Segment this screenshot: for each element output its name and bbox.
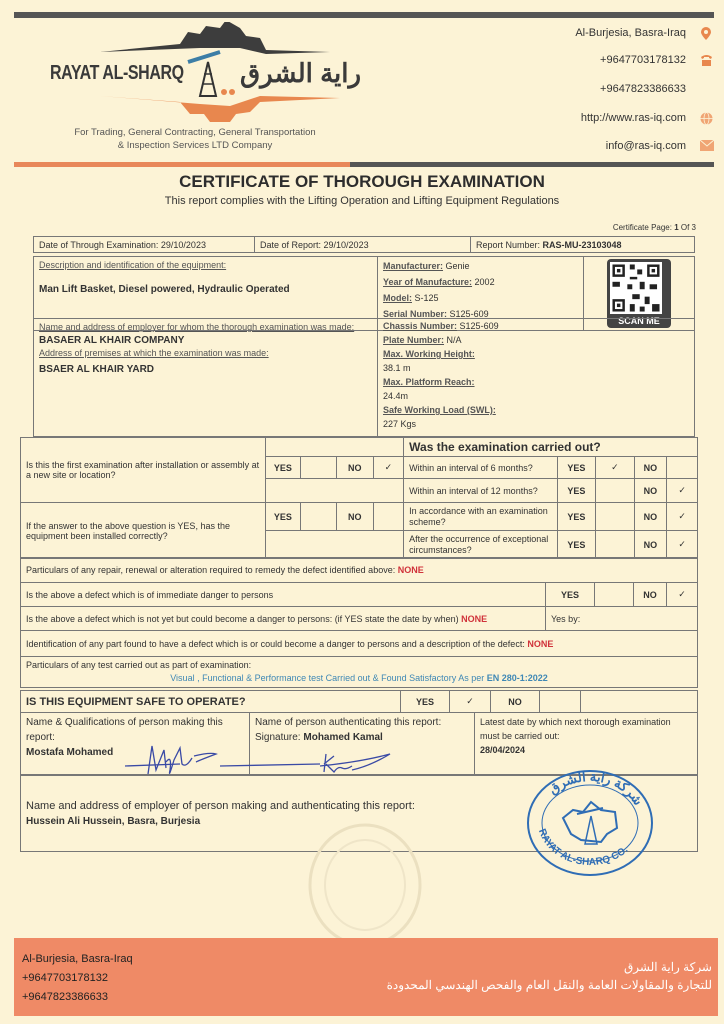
interval-12-label: Within an interval of 12 months? [404,479,557,503]
chassis-label: Chassis Number: [383,321,458,331]
scheme-no-box[interactable]: ✓ [667,503,698,531]
examination-questions-table [20,437,698,559]
certificate-subtitle: This report complies with the Lifting Operation and Lifting Equipment Regulations [164,195,560,207]
interval-6-label: Within an interval of 6 months? [404,457,557,479]
contact-phone2 [600,83,686,95]
exceptional-yes-box[interactable] [596,531,634,559]
height-value: 38.1 m [383,363,411,373]
first-exam-no: NO [336,457,373,479]
company-name-ar: راية الشرق [240,58,362,88]
part-defect-label: Identification of any part found to have a defect which is or could become a danger to persons and a description of the defect: [26,638,528,649]
header-divider-dark [350,162,714,167]
repair-value: NONE [397,565,424,575]
exam-date: Date of Through Examination: 29/10/2023 [34,237,255,253]
model-value: S-125 [414,293,439,303]
part-defect-value: NONE [527,638,554,649]
footer-ar-line2: للتجارة والمقاولات العامة والنقل العام والفحص الهندسي المحدودة [386,978,712,992]
scheme-yes-box[interactable] [596,503,634,531]
globe-icon [700,112,712,124]
interval-12-yes: YES [557,479,596,503]
reach-value: 24.4m [383,391,409,401]
contact-email-text[interactable]: info@ras-iq.com [605,140,686,152]
employer-label: Name and address of employer for whom the thorough examination was made: [39,322,355,332]
carried-out-title: Was the examination carried out? [404,438,698,457]
company-tagline [40,126,350,152]
tests-standard: EN 280-1:2022 [486,673,548,683]
reach-label: Max. Platform Reach: [383,377,475,387]
next-exam-cell [475,713,698,775]
tagline-line1: For Trading, General Contracting, General Transportation [74,127,316,138]
next-exam-label: Latest date by which next thorough examination must be carried out: [480,717,671,741]
equipment-desc-value: Man Lift Basket, Diesel powered, Hydraulic Operated [39,284,290,295]
top-divider-bar [14,12,714,18]
tests-value [26,672,692,685]
first-exam-yes: YES [265,457,300,479]
immediate-no-box[interactable]: ✓ [667,583,698,607]
footer-phone1: +9647703178132 [22,972,108,984]
interval-6-no: NO [634,457,667,479]
logo-gear-bottom [100,96,340,122]
footer-arabic [387,958,712,994]
model-label: Model: [383,293,412,303]
tests-label: Particulars of any test carried out as part of examination: [26,660,252,670]
maker-signature [125,746,216,774]
could-become-row [21,607,546,631]
installed-no-box[interactable] [373,503,404,531]
swl-label: Safe Working Load (SWL): [383,405,496,415]
scheme-yes: YES [557,503,596,531]
report-number-value: RAS-MU-23103048 [542,239,622,250]
premises-value: BSAER AL KHAIR YARD [39,364,155,375]
qr-icon [610,262,662,314]
manufacturer-label: Manufacturer: [383,261,444,271]
auth-signature-label: Signature: [255,732,304,743]
embossed-seal [305,820,425,950]
interval-6-no-box[interactable] [667,457,698,479]
contact-address-text: Al-Burjesia, Basra-Iraq [575,27,686,39]
safe-no: NO [491,691,540,713]
safe-yes: YES [401,691,450,713]
dates-table [33,236,695,253]
interval-6-yes: YES [557,457,596,479]
exceptional-no: NO [634,531,667,559]
contact-address [575,27,686,39]
contact-phone2-text: +9647823386633 [600,83,686,95]
height-label: Max. Working Height: [383,349,475,359]
swl-value: 227 Kgs [383,419,417,429]
exceptional-label: After the occurrence of exceptional circumstances? [404,531,557,559]
equipment-desc-label: Description and identification of the equipment: [39,260,227,270]
report-date: Date of Report: 29/10/2023 [255,237,471,253]
interval-12-yes-box[interactable] [596,479,634,503]
installed-yes-box[interactable] [300,503,336,531]
repair-label: Particulars of any repair, renewal or alteration required to remedy the defect identified above: [26,565,398,575]
footer-ar-line1: شركة راية الشرق [623,960,712,974]
exceptional-no-box[interactable]: ✓ [667,531,698,559]
inspector-employer-label: Name and address of employer of person making and authenticating this report: [26,799,415,812]
stamp-text-en: RAYAT AL-SHARQ CO. [535,827,631,869]
auth-label: Name of person authenticating this report: [255,717,442,728]
safe-no-box[interactable] [540,691,581,713]
footer-phone2: +9647823386633 [22,991,108,1003]
maker-name: Mostafa Mohamed [26,747,114,758]
part-defect-row [21,631,698,657]
immediate-no: NO [634,583,667,607]
contact-phone1-text: +9647703178132 [600,54,686,66]
inspector-employer-value: Hussein Ali Hussein, Basra, Burjesia [26,815,201,827]
first-exam-yes-box[interactable] [300,457,336,479]
employer-value: BASAER AL KHAIR COMPANY [39,335,185,346]
first-exam-question: Is this the first examination after installation or assembly at a new site or location? [21,438,266,503]
exceptional-yes: YES [557,531,596,559]
company-stamp [525,768,655,878]
yes-by-field[interactable]: Yes by: [546,607,698,631]
interval-12-no: NO [634,479,667,503]
chassis-value: S125-609 [459,321,499,331]
header-divider-orange [14,162,350,167]
qr-caption: SCAN ME [618,316,660,326]
could-become-value: NONE [461,613,488,624]
stamp-text-ar: شركة راية الشرق [545,768,647,808]
employer-table [33,318,695,437]
immediate-yes: YES [546,583,595,607]
immediate-yes-box[interactable] [595,583,634,607]
safe-to-operate-label: IS THIS EQUIPMENT SAFE TO OPERATE? [21,691,401,713]
year-value: 2002 [474,277,495,287]
defects-table [20,557,698,688]
location-pin-icon [700,27,712,39]
contact-website[interactable] [581,112,686,124]
certificate-page [613,223,696,232]
safe-to-operate-table [20,690,698,713]
contact-website-text[interactable]: http://www.ras-iq.com [580,112,686,124]
company-name-en: RAYAT AL-SHARQ [50,62,184,84]
tagline-line2: & Inspection Services LTD Company [117,140,273,151]
tests-row [21,657,698,688]
capacity-cell [378,319,695,437]
footer-contacts [22,950,133,1007]
repair-row [21,558,698,583]
could-become-label: Is the above a defect which is not yet but could become a danger to persons: (if YES state the date by when) [26,613,462,624]
certificate-title: CERTIFICATE OF THOROUGH EXAMINATION [179,172,545,191]
next-exam-date: 28/04/2024 [480,745,526,755]
envelope-icon [700,140,712,152]
manufacturer-value: Genie [445,261,470,271]
safe-yes-box[interactable]: ✓ [450,691,491,713]
page-total: Of 3 [678,223,696,232]
installed-question: If the answer to the above question is YES, has the equipment been installed correctly? [21,503,266,559]
installed-yes: YES [265,503,300,531]
phone-icon [700,54,712,66]
auth-name: Mohamed Kamal [303,732,383,743]
immediate-danger-label: Is the above a defect which is of immediate danger to persons [21,583,546,607]
scheme-label: In accordance with an examination scheme? [404,503,557,531]
premises-label: Address of premises at which the examination was made: [39,348,269,358]
serial-value: S125-609 [449,309,489,319]
report-number-label: Report Number: [476,239,543,250]
oil-pump-icon [188,52,235,96]
installed-no: NO [336,503,373,531]
first-exam-no-box[interactable]: ✓ [373,457,404,479]
maker-label: Name & Qualifications of person making this report: [26,717,223,743]
page-label: Certificate Page: [612,223,675,232]
contact-phone1 [600,54,686,66]
footer-address: Al-Burjesia, Basra-Iraq [22,953,133,965]
page-current: 1 [674,223,679,232]
serial-label: Serial Number: [383,309,448,319]
plate-value: N/A [446,335,462,345]
interval-6-yes-box[interactable]: ✓ [596,457,634,479]
interval-12-no-box[interactable]: ✓ [667,479,698,503]
plate-label: Plate Number: [383,335,445,345]
contact-email[interactable] [606,140,686,152]
year-label: Year of Manufacture: [383,277,473,287]
auth-signature [220,754,390,772]
tests-description: Visual , Functional & Performance test Carried out & Found Satisfactory As per [170,673,487,683]
logo-gear-top [100,22,330,54]
employer-cell [34,319,378,437]
report-number [471,237,695,253]
scheme-no: NO [634,503,667,531]
